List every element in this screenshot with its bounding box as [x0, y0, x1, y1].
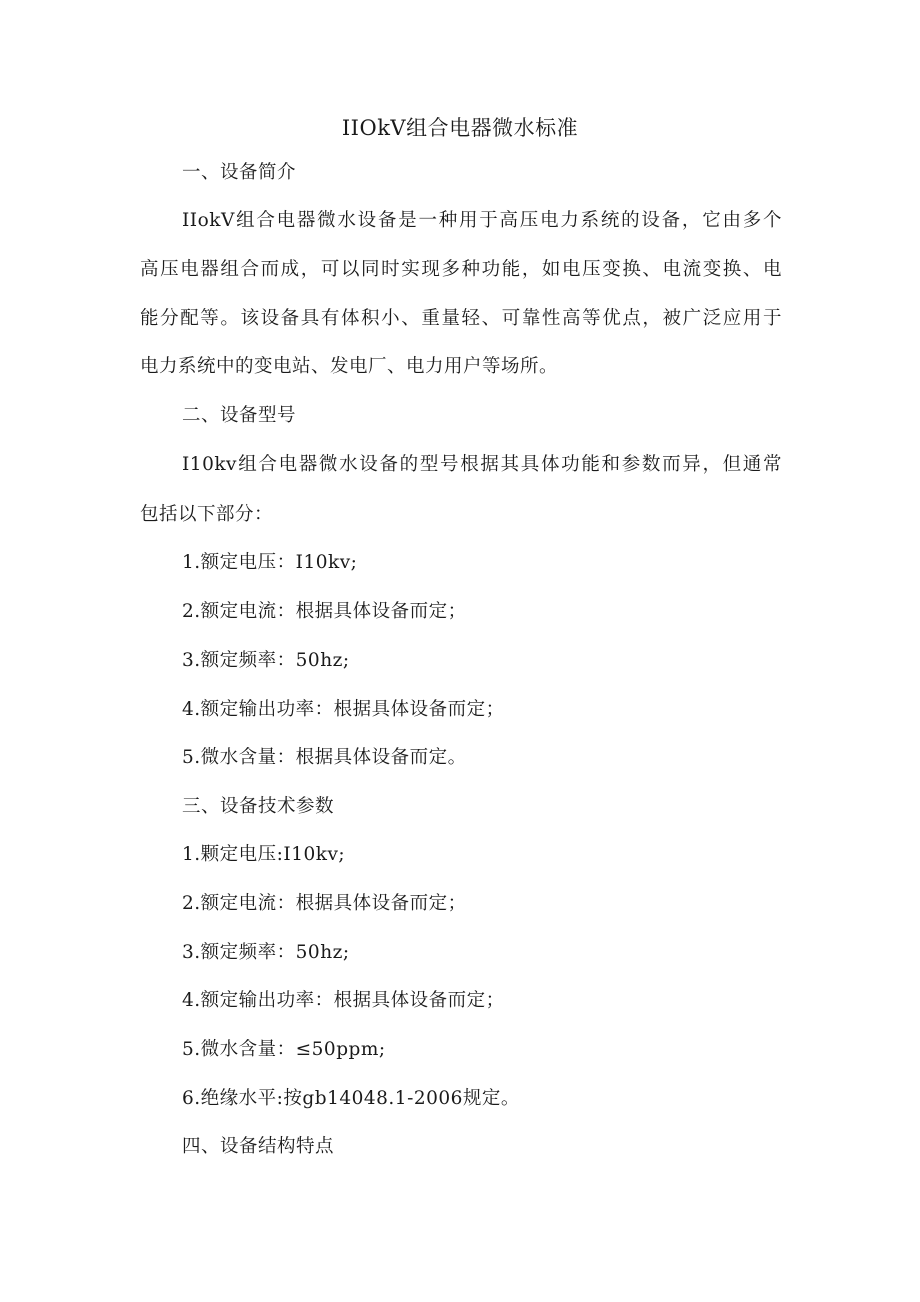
- list-item: 2.额定电流：根据具体设备而定；: [182, 601, 467, 622]
- list-item: 4.额定输出功率：根据具体设备而定；: [182, 699, 505, 720]
- list-item: 5.微水含量：根据具体设备而定。: [182, 747, 467, 768]
- paragraph-line: 高压电器组合而成，可以同时实现多种功能，如电压变换、电流变换、电: [140, 259, 782, 280]
- paragraph-line: 电力系统中的变电站、发电厂、电力用户等场所。: [140, 356, 559, 377]
- list-item: 3.额定频率：50hz;: [182, 650, 350, 671]
- list-item: 4.额定输出功率：根据具体设备而定；: [182, 990, 505, 1011]
- list-item: 5.微水含量：≤50ppm;: [182, 1039, 386, 1060]
- section-heading-intro: 一、设备简介: [182, 162, 297, 183]
- section-heading-structure: 四、设备结构特点: [182, 1136, 335, 1157]
- list-item: 3.额定频率：50hz;: [182, 942, 350, 963]
- paragraph-line: 能分配等。该设备具有体积小、重量轻、可靠性高等优点，被广泛应用于: [140, 308, 782, 329]
- paragraph-line: I10kv组合电器微水设备的型号根据其具体功能和参数而异，但通常: [182, 454, 782, 475]
- document-title: IIOkV组合电器微水标准: [341, 116, 579, 140]
- paragraph-line: 包括以下部分：: [140, 504, 274, 525]
- list-item: 2.额定电流：根据具体设备而定；: [182, 893, 467, 914]
- list-item: 1.颗定电压:I10kv;: [182, 844, 346, 865]
- paragraph-line: IIokV组合电器微水设备是一种用于高压电力系统的设备，它由多个: [182, 210, 782, 231]
- section-heading-params: 三、设备技术参数: [182, 796, 335, 817]
- list-item: 1.额定电压：I10kv;: [182, 552, 358, 573]
- list-item: 6.绝缘水平:按gb14048.1-2006规定。: [182, 1088, 520, 1109]
- section-heading-model: 二、设备型号: [182, 405, 297, 426]
